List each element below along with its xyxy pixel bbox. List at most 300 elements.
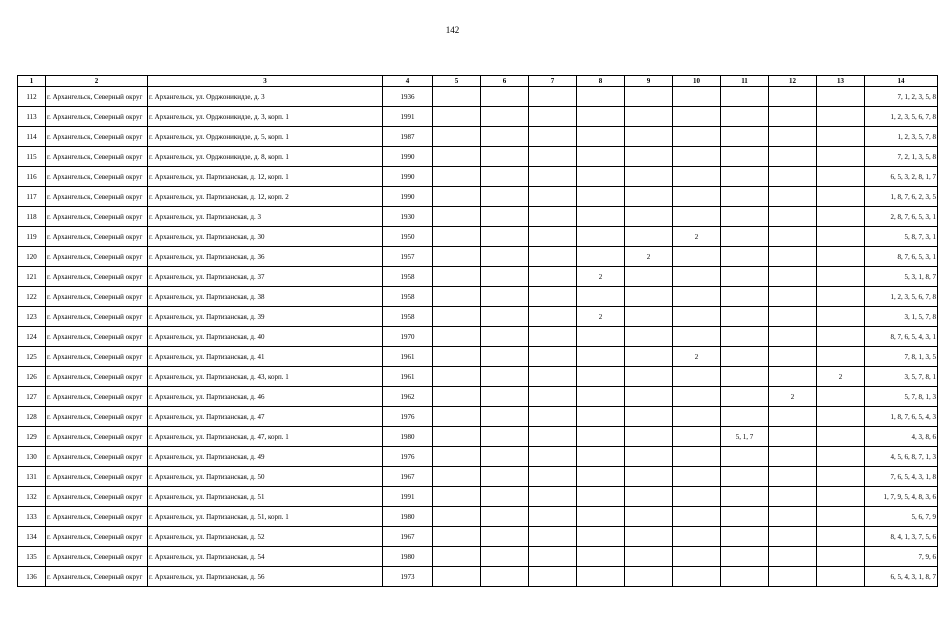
col13-cell	[817, 407, 865, 427]
codes-cell: 5, 3, 1, 8, 7	[865, 267, 938, 287]
table-row	[18, 207, 938, 227]
district-cell: г. Архангельск, Северный округ	[46, 187, 148, 207]
address-cell: г. Архангельск, ул. Партизанская, д. 52	[148, 527, 383, 547]
col8-cell	[577, 127, 625, 147]
col8-cell	[577, 247, 625, 267]
column-header-11: 11	[721, 76, 769, 87]
col5-cell	[433, 327, 481, 347]
col13-cell	[817, 307, 865, 327]
codes-cell: 1, 2, 3, 5, 6, 7, 8	[865, 107, 938, 127]
table-row	[18, 467, 938, 487]
col6-cell	[481, 547, 529, 567]
district-cell: г. Архангельск, Северный округ	[46, 387, 148, 407]
col5-cell	[433, 287, 481, 307]
district-cell: г. Архангельск, Северный округ	[46, 427, 148, 447]
year-cell: 1973	[383, 567, 433, 587]
table-row	[18, 367, 938, 387]
col5-cell	[433, 567, 481, 587]
col9-cell	[625, 307, 673, 327]
year-cell: 1976	[383, 407, 433, 427]
column-header-4: 4	[383, 76, 433, 87]
col6-cell	[481, 107, 529, 127]
col7-cell	[529, 327, 577, 347]
col6-cell	[481, 227, 529, 247]
col5-cell	[433, 187, 481, 207]
year-cell: 1930	[383, 207, 433, 227]
column-header-7: 7	[529, 76, 577, 87]
col5-cell	[433, 507, 481, 527]
year-cell: 1967	[383, 467, 433, 487]
col8-cell	[577, 347, 625, 367]
col9-cell	[625, 127, 673, 147]
district-cell: г. Архангельск, Северный округ	[46, 527, 148, 547]
table-row	[18, 327, 938, 347]
col11-cell	[721, 387, 769, 407]
col11-cell	[721, 107, 769, 127]
codes-cell: 1, 8, 7, 6, 2, 3, 5	[865, 187, 938, 207]
row-number: 135	[18, 547, 46, 567]
col9-cell	[625, 87, 673, 107]
col13-cell	[817, 127, 865, 147]
year-cell: 1990	[383, 167, 433, 187]
col8-cell	[577, 147, 625, 167]
col7-cell	[529, 447, 577, 467]
codes-cell: 7, 9, 6	[865, 547, 938, 567]
address-cell: г. Архангельск, ул. Партизанская, д. 12, корп. 1	[148, 167, 383, 187]
row-number: 129	[18, 427, 46, 447]
col11-cell: 5, 1, 7	[721, 427, 769, 447]
col7-cell	[529, 107, 577, 127]
col10-cell	[673, 367, 721, 387]
codes-cell: 2, 8, 7, 6, 5, 3, 1	[865, 207, 938, 227]
col13-cell	[817, 487, 865, 507]
table-row	[18, 347, 938, 367]
col6-cell	[481, 287, 529, 307]
table-row	[18, 567, 938, 587]
table-row	[18, 147, 938, 167]
col12-cell	[769, 167, 817, 187]
year-cell: 1980	[383, 507, 433, 527]
codes-cell: 3, 5, 7, 8, 1	[865, 367, 938, 387]
col11-cell	[721, 287, 769, 307]
row-number: 118	[18, 207, 46, 227]
col6-cell	[481, 247, 529, 267]
col11-cell	[721, 127, 769, 147]
col9-cell	[625, 167, 673, 187]
address-cell: г. Архангельск, ул. Орджоникидзе, д. 3, корп. 1	[148, 107, 383, 127]
table-row	[18, 447, 938, 467]
col11-cell	[721, 267, 769, 287]
district-cell: г. Архангельск, Северный округ	[46, 147, 148, 167]
codes-cell: 3, 1, 5, 7, 8	[865, 307, 938, 327]
address-cell: г. Архангельск, ул. Партизанская, д. 41	[148, 347, 383, 367]
col11-cell	[721, 307, 769, 327]
table-row	[18, 307, 938, 327]
col12-cell	[769, 507, 817, 527]
col9-cell	[625, 447, 673, 467]
address-cell: г. Архангельск, ул. Партизанская, д. 51, корп. 1	[148, 507, 383, 527]
table-row	[18, 487, 938, 507]
col12-cell	[769, 307, 817, 327]
address-cell: г. Архангельск, ул. Партизанская, д. 56	[148, 567, 383, 587]
column-header-10: 10	[673, 76, 721, 87]
col13-cell	[817, 547, 865, 567]
col5-cell	[433, 367, 481, 387]
column-header-9: 9	[625, 76, 673, 87]
col10-cell	[673, 147, 721, 167]
col8-cell	[577, 507, 625, 527]
codes-cell: 1, 7, 9, 5, 4, 8, 3, 6	[865, 487, 938, 507]
district-cell: г. Архангельск, Северный округ	[46, 347, 148, 367]
district-cell: г. Архангельск, Северный округ	[46, 507, 148, 527]
table-row	[18, 127, 938, 147]
col13-cell	[817, 107, 865, 127]
codes-cell: 4, 3, 8, 6	[865, 427, 938, 447]
col12-cell	[769, 187, 817, 207]
address-cell: г. Архангельск, ул. Партизанская, д. 30	[148, 227, 383, 247]
col10-cell	[673, 267, 721, 287]
col8-cell: 2	[577, 267, 625, 287]
codes-cell: 7, 6, 5, 4, 3, 1, 8	[865, 467, 938, 487]
codes-cell: 8, 7, 6, 5, 4, 3, 1	[865, 327, 938, 347]
col10-cell	[673, 467, 721, 487]
col6-cell	[481, 567, 529, 587]
col8-cell	[577, 227, 625, 247]
col10-cell	[673, 167, 721, 187]
district-cell: г. Архангельск, Северный округ	[46, 567, 148, 587]
address-cell: г. Архангельск, ул. Орджоникидзе, д. 3	[148, 87, 383, 107]
col8-cell	[577, 427, 625, 447]
col13-cell	[817, 167, 865, 187]
district-cell: г. Архангельск, Северный округ	[46, 87, 148, 107]
address-cell: г. Архангельск, ул. Партизанская, д. 46	[148, 387, 383, 407]
col6-cell	[481, 207, 529, 227]
col9-cell	[625, 147, 673, 167]
col10-cell: 2	[673, 347, 721, 367]
address-cell: г. Архангельск, ул. Партизанская, д. 40	[148, 327, 383, 347]
col13-cell	[817, 527, 865, 547]
col5-cell	[433, 467, 481, 487]
col7-cell	[529, 167, 577, 187]
codes-cell: 8, 7, 6, 5, 3, 1	[865, 247, 938, 267]
col11-cell	[721, 347, 769, 367]
codes-cell: 6, 5, 3, 2, 8, 1, 7	[865, 167, 938, 187]
year-cell: 1958	[383, 287, 433, 307]
col13-cell	[817, 347, 865, 367]
col5-cell	[433, 547, 481, 567]
col12-cell	[769, 267, 817, 287]
col5-cell	[433, 347, 481, 367]
col8-cell	[577, 207, 625, 227]
col13-cell	[817, 247, 865, 267]
col7-cell	[529, 127, 577, 147]
year-cell: 1980	[383, 547, 433, 567]
district-cell: г. Архангельск, Северный округ	[46, 467, 148, 487]
district-cell: г. Архангельск, Северный округ	[46, 107, 148, 127]
codes-cell: 6, 5, 4, 3, 1, 8, 7	[865, 567, 938, 587]
col11-cell	[721, 567, 769, 587]
col8-cell	[577, 387, 625, 407]
table-row	[18, 287, 938, 307]
table-row	[18, 267, 938, 287]
address-cell: г. Архангельск, ул. Партизанская, д. 54	[148, 547, 383, 567]
col8-cell	[577, 467, 625, 487]
col8-cell	[577, 447, 625, 467]
col7-cell	[529, 367, 577, 387]
col11-cell	[721, 507, 769, 527]
codes-cell: 1, 8, 7, 6, 5, 4, 3	[865, 407, 938, 427]
col10-cell	[673, 407, 721, 427]
col7-cell	[529, 247, 577, 267]
col10-cell	[673, 307, 721, 327]
col12-cell	[769, 107, 817, 127]
col11-cell	[721, 207, 769, 227]
col11-cell	[721, 247, 769, 267]
col10-cell	[673, 107, 721, 127]
district-cell: г. Архангельск, Северный округ	[46, 267, 148, 287]
col5-cell	[433, 427, 481, 447]
year-cell: 1957	[383, 247, 433, 267]
col7-cell	[529, 267, 577, 287]
address-cell: г. Архангельск, ул. Партизанская, д. 39	[148, 307, 383, 327]
col11-cell	[721, 167, 769, 187]
col8-cell	[577, 327, 625, 347]
row-number: 113	[18, 107, 46, 127]
col8-cell	[577, 87, 625, 107]
col8-cell	[577, 547, 625, 567]
col6-cell	[481, 187, 529, 207]
col13-cell	[817, 387, 865, 407]
col12-cell	[769, 127, 817, 147]
address-cell: г. Архангельск, ул. Партизанская, д. 50	[148, 467, 383, 487]
col11-cell	[721, 87, 769, 107]
col12-cell	[769, 487, 817, 507]
col6-cell	[481, 507, 529, 527]
col9-cell	[625, 347, 673, 367]
row-number: 115	[18, 147, 46, 167]
table-row	[18, 227, 938, 247]
district-cell: г. Архангельск, Северный округ	[46, 447, 148, 467]
row-number: 120	[18, 247, 46, 267]
col7-cell	[529, 347, 577, 367]
year-cell: 1980	[383, 427, 433, 447]
col7-cell	[529, 187, 577, 207]
col9-cell	[625, 507, 673, 527]
year-cell: 1976	[383, 447, 433, 467]
year-cell: 1991	[383, 487, 433, 507]
col9-cell	[625, 427, 673, 447]
col10-cell	[673, 87, 721, 107]
row-number: 119	[18, 227, 46, 247]
col9-cell: 2	[625, 247, 673, 267]
table-row	[18, 87, 938, 107]
table-row	[18, 247, 938, 267]
col11-cell	[721, 547, 769, 567]
col12-cell	[769, 547, 817, 567]
col9-cell	[625, 327, 673, 347]
row-number: 122	[18, 287, 46, 307]
col13-cell	[817, 147, 865, 167]
col6-cell	[481, 167, 529, 187]
col7-cell	[529, 487, 577, 507]
address-cell: г. Архангельск, ул. Партизанская, д. 47	[148, 407, 383, 427]
year-cell: 1936	[383, 87, 433, 107]
col7-cell	[529, 507, 577, 527]
address-cell: г. Архангельск, ул. Орджоникидзе, д. 5, корп. 1	[148, 127, 383, 147]
col6-cell	[481, 267, 529, 287]
col11-cell	[721, 327, 769, 347]
col7-cell	[529, 467, 577, 487]
district-cell: г. Архангельск, Северный округ	[46, 327, 148, 347]
col5-cell	[433, 447, 481, 467]
col5-cell	[433, 407, 481, 427]
col10-cell	[673, 187, 721, 207]
row-number: 133	[18, 507, 46, 527]
col10-cell	[673, 427, 721, 447]
row-number: 124	[18, 327, 46, 347]
col9-cell	[625, 187, 673, 207]
col5-cell	[433, 487, 481, 507]
col7-cell	[529, 147, 577, 167]
col13-cell	[817, 327, 865, 347]
table-row	[18, 507, 938, 527]
col12-cell	[769, 527, 817, 547]
year-cell: 1958	[383, 267, 433, 287]
col8-cell	[577, 287, 625, 307]
col9-cell	[625, 567, 673, 587]
col6-cell	[481, 347, 529, 367]
table-row	[18, 427, 938, 447]
col12-cell	[769, 207, 817, 227]
col5-cell	[433, 167, 481, 187]
column-header-13: 13	[817, 76, 865, 87]
col6-cell	[481, 327, 529, 347]
col6-cell	[481, 147, 529, 167]
col13-cell	[817, 567, 865, 587]
col6-cell	[481, 87, 529, 107]
district-cell: г. Архангельск, Северный округ	[46, 167, 148, 187]
district-cell: г. Архангельск, Северный округ	[46, 227, 148, 247]
col9-cell	[625, 107, 673, 127]
district-cell: г. Архангельск, Северный округ	[46, 367, 148, 387]
address-cell: г. Архангельск, ул. Партизанская, д. 3	[148, 207, 383, 227]
col6-cell	[481, 487, 529, 507]
col8-cell	[577, 567, 625, 587]
register-table	[17, 75, 938, 587]
col13-cell	[817, 187, 865, 207]
col7-cell	[529, 407, 577, 427]
col10-cell	[673, 387, 721, 407]
column-header-5: 5	[433, 76, 481, 87]
column-header-2: 2	[46, 76, 148, 87]
row-number: 134	[18, 527, 46, 547]
table-body	[18, 87, 938, 587]
col8-cell: 2	[577, 307, 625, 327]
address-cell: г. Архангельск, ул. Орджоникидзе, д. 8, корп. 1	[148, 147, 383, 167]
col8-cell	[577, 167, 625, 187]
col7-cell	[529, 307, 577, 327]
year-cell: 1958	[383, 307, 433, 327]
col6-cell	[481, 427, 529, 447]
year-cell: 1950	[383, 227, 433, 247]
row-number: 132	[18, 487, 46, 507]
col5-cell	[433, 387, 481, 407]
col9-cell	[625, 407, 673, 427]
col8-cell	[577, 187, 625, 207]
col10-cell	[673, 247, 721, 267]
col9-cell	[625, 367, 673, 387]
col13-cell	[817, 467, 865, 487]
col10-cell	[673, 507, 721, 527]
col10-cell	[673, 207, 721, 227]
col10-cell	[673, 487, 721, 507]
col11-cell	[721, 367, 769, 387]
col7-cell	[529, 287, 577, 307]
col12-cell	[769, 427, 817, 447]
col11-cell	[721, 187, 769, 207]
col5-cell	[433, 107, 481, 127]
col13-cell	[817, 507, 865, 527]
column-header-6: 6	[481, 76, 529, 87]
header-row	[18, 76, 938, 87]
row-number: 123	[18, 307, 46, 327]
row-number: 126	[18, 367, 46, 387]
codes-cell: 5, 8, 7, 3, 1	[865, 227, 938, 247]
codes-cell: 7, 2, 1, 3, 5, 8	[865, 147, 938, 167]
year-cell: 1991	[383, 107, 433, 127]
col6-cell	[481, 447, 529, 467]
col12-cell	[769, 567, 817, 587]
col6-cell	[481, 127, 529, 147]
codes-cell: 5, 7, 8, 1, 3	[865, 387, 938, 407]
col12-cell	[769, 287, 817, 307]
col11-cell	[721, 527, 769, 547]
col11-cell	[721, 227, 769, 247]
col9-cell	[625, 267, 673, 287]
col11-cell	[721, 147, 769, 167]
col9-cell	[625, 227, 673, 247]
col8-cell	[577, 487, 625, 507]
row-number: 112	[18, 87, 46, 107]
row-number: 128	[18, 407, 46, 427]
year-cell: 1970	[383, 327, 433, 347]
year-cell: 1961	[383, 347, 433, 367]
col9-cell	[625, 467, 673, 487]
col7-cell	[529, 87, 577, 107]
codes-cell: 7, 1, 2, 3, 5, 8	[865, 87, 938, 107]
district-cell: г. Архангельск, Северный округ	[46, 407, 148, 427]
col9-cell	[625, 547, 673, 567]
row-number: 117	[18, 187, 46, 207]
col12-cell	[769, 147, 817, 167]
district-cell: г. Архангельск, Северный округ	[46, 247, 148, 267]
table-row	[18, 547, 938, 567]
table-row	[18, 407, 938, 427]
codes-cell: 1, 2, 3, 5, 7, 8	[865, 127, 938, 147]
col5-cell	[433, 147, 481, 167]
district-cell: г. Архангельск, Северный округ	[46, 207, 148, 227]
column-header-14: 14	[865, 76, 938, 87]
col6-cell	[481, 407, 529, 427]
col5-cell	[433, 307, 481, 327]
district-cell: г. Архангельск, Северный округ	[46, 287, 148, 307]
row-number: 114	[18, 127, 46, 147]
col7-cell	[529, 527, 577, 547]
col12-cell	[769, 447, 817, 467]
page-number: 142	[445, 25, 460, 35]
row-number: 136	[18, 567, 46, 587]
col5-cell	[433, 207, 481, 227]
